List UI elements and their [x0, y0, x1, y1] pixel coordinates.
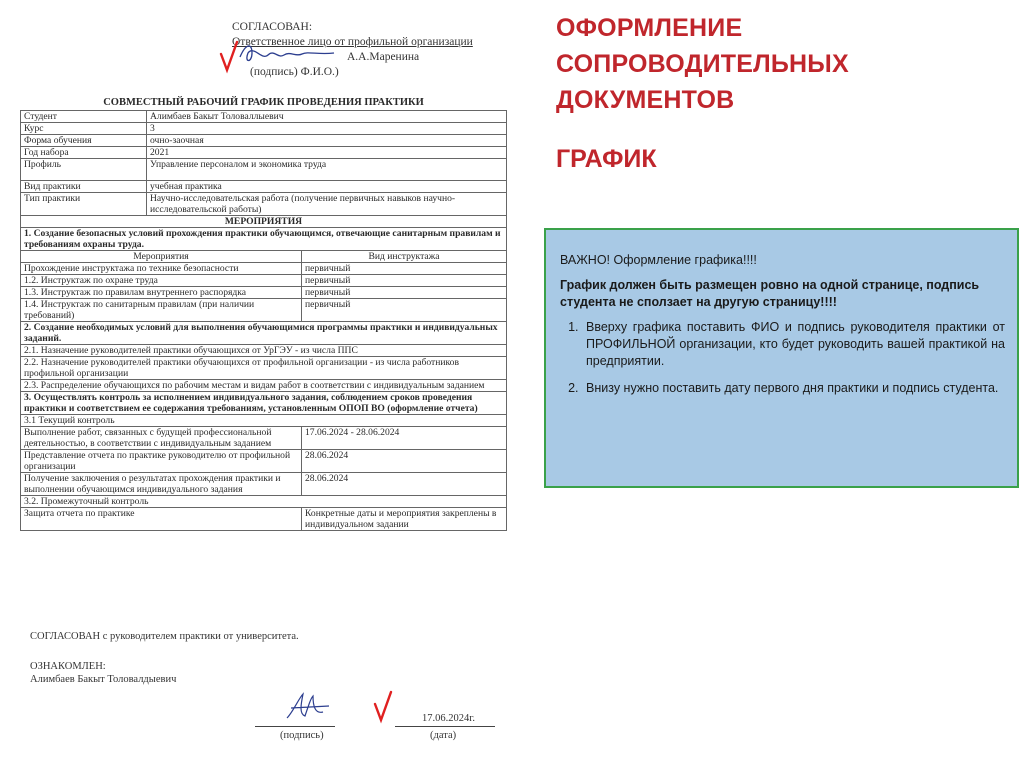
section-1: 1. Создание безопасных условий прохождения практики обучающимся, отвечающие санитарным правилам и требованиям охраны труда.	[21, 228, 507, 251]
section-2-item: 2.1. Назначение руководителей практики обучающихся от УрГЭУ - из числа ППС	[21, 345, 507, 357]
info-row	[21, 111, 507, 123]
heading-line-3: ДОКУМЕНТОВ	[556, 86, 735, 114]
heading-line-2: СОПРОВОДИТЕЛЬНЫХ	[556, 50, 849, 78]
familiar-block	[30, 660, 176, 686]
approval-title: СОГЛАСОВАН:	[232, 21, 313, 33]
instruction-item: 2. Внизу нужно поставить дату первого дня практики и подпись студента.	[582, 380, 1005, 397]
info-label: Форма обучения	[21, 135, 147, 147]
agreed-university: СОГЛАСОВАН с руководителем практики от университета.	[30, 631, 299, 642]
sign-caption: (подпись)	[280, 730, 324, 741]
schedule-table	[20, 97, 507, 531]
control-event: Представление отчета по практике руководителю от профильной организации	[21, 450, 302, 473]
important-note: ВАЖНО! Оформление графика!!!!	[560, 253, 757, 267]
page-rule: График должен быть размещен ровно на одной странице, подпись студента не сползает на другую страницу!!!!	[560, 278, 980, 309]
info-row	[21, 123, 507, 135]
signature-date: 17.06.2024г.	[422, 713, 475, 724]
control-event: Выполнение работ, связанных с будущей профессиональной деятельностью, в соответствии с индивидуальным заданием	[21, 427, 302, 450]
signature-line	[255, 726, 335, 727]
info-value: очно-заочная	[147, 135, 507, 147]
info-value: 3	[147, 123, 507, 135]
defense-note: Конкретные даты и мероприятия закреплены в индивидуальном задании	[302, 508, 507, 531]
info-label: Студент	[21, 111, 147, 123]
info-box	[544, 228, 1019, 488]
info-row	[21, 147, 507, 159]
control-event: Получение заключения о результатах прохождения практики и выполнении обучающимся индивидуального задания	[21, 473, 302, 496]
section-2-item: 2.2. Назначение руководителей практики обучающихся от профильной организации - из числа работников профильной организации	[21, 357, 507, 380]
approval-name: А.А.Маренина	[347, 51, 420, 63]
info-label: Тип практики	[21, 193, 147, 216]
table-row	[21, 299, 507, 322]
slide-subheading: ГРАФИК	[556, 145, 657, 173]
familiar-name: Алимбаев Бакыт Толовалдыевич	[30, 674, 177, 685]
briefing-event: 1.4. Инструктаж по санитарным правилам (при наличии требований)	[21, 299, 302, 322]
info-value: Алимбаев Бакыт Толоваллыевич	[147, 111, 507, 123]
info-row	[21, 181, 507, 193]
briefing-type: первичный	[302, 299, 507, 322]
control-date: 17.06.2024 - 28.06.2024	[302, 427, 507, 450]
check-mark-bottom	[372, 690, 394, 724]
instruction-list	[560, 319, 1005, 397]
table-row	[21, 357, 507, 380]
signature-top	[238, 41, 338, 67]
familiar-title: ОЗНАКОМЛЕН:	[30, 661, 106, 672]
briefing-event: Прохождение инструктажа по технике безопасности	[21, 263, 302, 275]
info-label: Курс	[21, 123, 147, 135]
table-row	[21, 345, 507, 357]
info-value: Управление персоналом и экономика труда	[147, 159, 507, 181]
table-row	[21, 287, 507, 299]
schedule-title: СОВМЕСТНЫЙ РАБОЧИЙ ГРАФИК ПРОВЕДЕНИЯ ПРАКТИКИ	[103, 97, 424, 108]
table-row	[21, 275, 507, 287]
approval-caption: (подпись) Ф.И.О.)	[250, 66, 339, 78]
signature-student	[283, 690, 333, 726]
table-row	[21, 263, 507, 275]
instruction-item: 1. Вверху графика поставить ФИО и подпись руководителя практики от ПРОФИЛЬНОЙ организации, кто будет руководить вашей практикой на предприятии.	[582, 319, 1005, 370]
table-row	[21, 427, 507, 450]
table-row	[21, 380, 507, 392]
col-type-header: Вид инструктажа	[302, 251, 507, 263]
date-line	[395, 726, 495, 727]
table-row	[21, 508, 507, 531]
info-label: Профиль	[21, 159, 147, 181]
briefing-type: первичный	[302, 275, 507, 287]
briefing-type: первичный	[302, 263, 507, 275]
info-value: 2021	[147, 147, 507, 159]
section-3-2: 3.2. Промежуточный контроль	[21, 496, 507, 508]
slide-heading	[556, 10, 849, 118]
info-label: Год набора	[21, 147, 147, 159]
info-row	[21, 159, 507, 181]
info-row	[21, 135, 507, 147]
section-2-item: 2.3. Распределение обучающихся по рабочим местам и видам работ в соответствии с индивидуальным заданием	[21, 380, 507, 392]
table-row	[21, 450, 507, 473]
briefing-event: 1.2. Инструктаж по охране труда	[21, 275, 302, 287]
briefing-type: первичный	[302, 287, 507, 299]
control-date: 28.06.2024	[302, 450, 507, 473]
info-value: учебная практика	[147, 181, 507, 193]
table-row	[21, 473, 507, 496]
info-label: Вид практики	[21, 181, 147, 193]
col-event-header: Мероприятия	[21, 251, 302, 263]
heading-line-1: ОФОРМЛЕНИЕ	[556, 14, 743, 42]
approval-responsible: Ответственное лицо от профильной организации	[232, 36, 473, 48]
info-value: Научно-исследовательская работа (получение первичных навыков научно-исследовательской работы)	[147, 193, 507, 216]
date-caption: (дата)	[430, 730, 457, 741]
defense-label: Защита отчета по практике	[21, 508, 302, 531]
events-header: МЕРОПРИЯТИЯ	[21, 216, 507, 228]
section-2: 2. Создание необходимых условий для выполнения обучающимися программы практики и индивидуальных заданий.	[21, 322, 507, 345]
section-3-1: 3.1 Текущий контроль	[21, 415, 507, 427]
info-row	[21, 193, 507, 216]
check-mark-top	[218, 40, 240, 74]
control-date: 28.06.2024	[302, 473, 507, 496]
section-3: 3. Осуществлять контроль за исполнением индивидуального задания, соблюдением сроков проведения практики и соответствием ее содержания требованиям, установленным ОПОП ВО (оформление отчета)	[21, 392, 507, 415]
briefing-event: 1.3. Инструктаж по правилам внутреннего распорядка	[21, 287, 302, 299]
